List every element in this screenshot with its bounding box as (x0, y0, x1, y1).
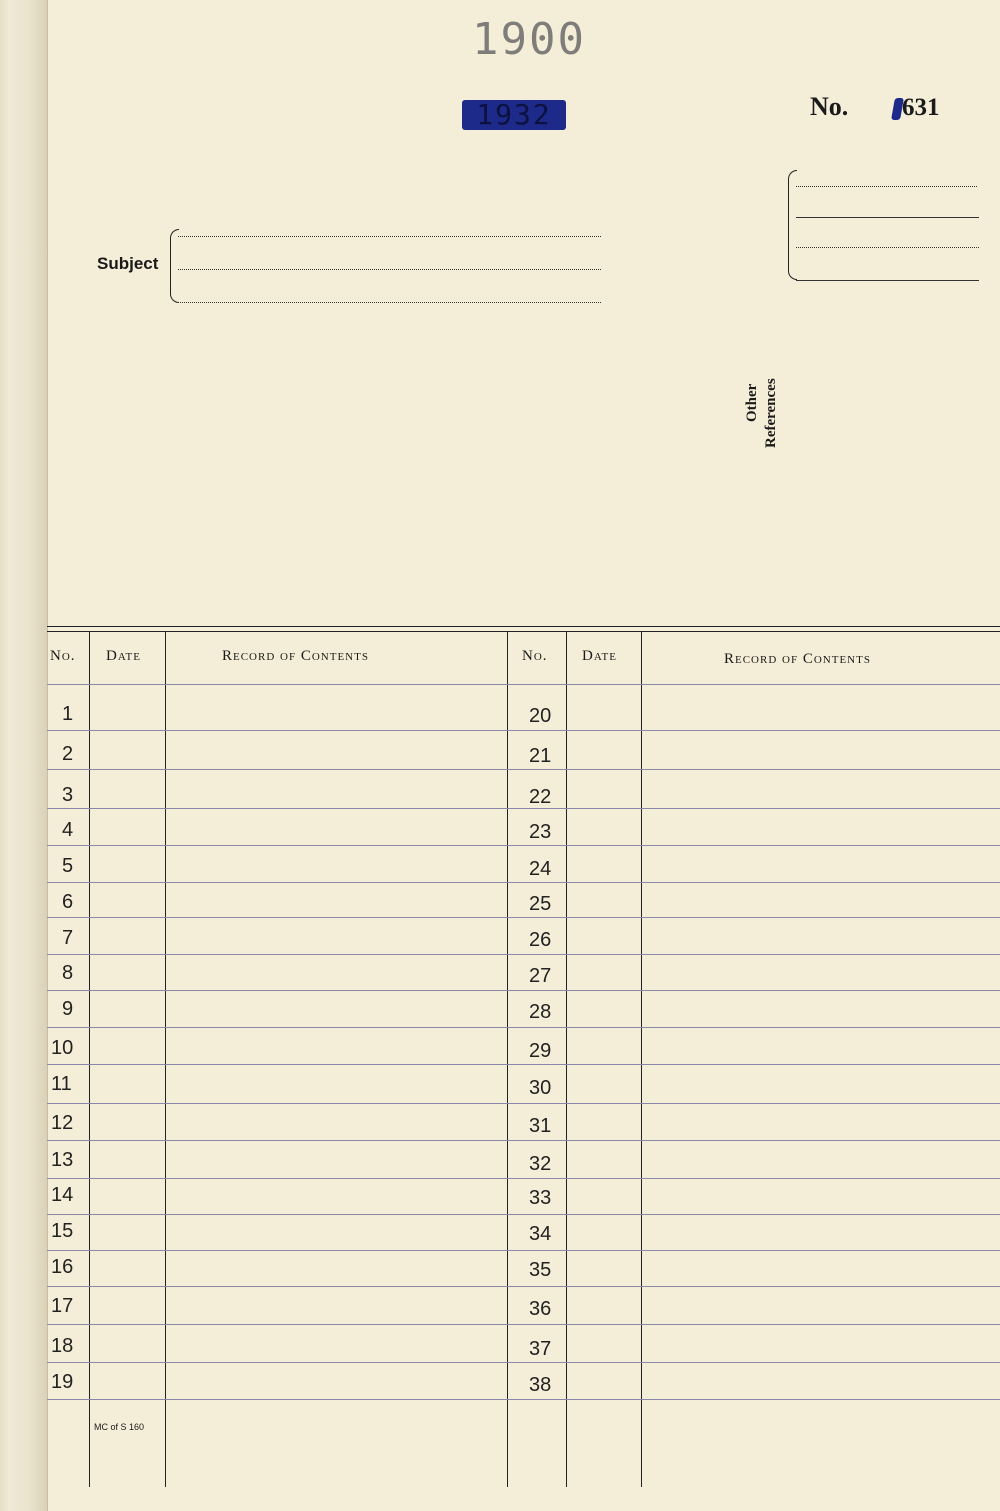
other-ref-line-3[interactable] (796, 247, 979, 248)
subject-label: Subject (97, 254, 159, 273)
row-number-right: 22 (529, 786, 552, 808)
table-top-rule-2 (47, 631, 1000, 632)
row-line (47, 882, 1000, 883)
row-number-left: 9 (62, 998, 74, 1020)
row-number-right: 32 (529, 1153, 552, 1175)
row-line (47, 1250, 1000, 1251)
divider-no-date-right (566, 632, 567, 1487)
row-number-left: 18 (51, 1335, 74, 1357)
row-number-left: 15 (51, 1220, 74, 1242)
row-line (47, 1362, 1000, 1363)
row-number-right: 25 (529, 893, 552, 915)
row-line (47, 845, 1000, 846)
subject-line-3[interactable] (178, 302, 601, 303)
row-number-right: 21 (529, 745, 552, 767)
row-number-left: 10 (51, 1037, 74, 1059)
other-ref-line-4[interactable] (796, 280, 979, 281)
row-number-left: 3 (62, 784, 74, 806)
divider-no-date-left (89, 632, 90, 1487)
row-number-right: 33 (529, 1187, 552, 1209)
row-number-right: 31 (529, 1115, 552, 1137)
divider-date-record-left (165, 632, 166, 1487)
row-number-right: 34 (529, 1223, 552, 1245)
row-number-left: 13 (51, 1149, 74, 1171)
header-date-right: Date (582, 648, 617, 664)
row-line (47, 1286, 1000, 1287)
other-ref-line-1[interactable] (796, 186, 977, 187)
row-number-right: 37 (529, 1338, 552, 1360)
header-no-left: No. (50, 648, 76, 664)
subject-line-2[interactable] (178, 269, 601, 270)
divider-center (507, 632, 508, 1487)
row-number-left: 6 (62, 891, 74, 913)
row-number-right: 36 (529, 1298, 552, 1320)
row-line (47, 730, 1000, 731)
row-line (47, 1027, 1000, 1028)
file-number-value: 631 (902, 94, 940, 121)
row-line (47, 954, 1000, 955)
row-line (47, 684, 1000, 685)
header-no-right: No. (522, 648, 548, 664)
row-line (47, 1103, 1000, 1104)
row-line (47, 917, 1000, 918)
row-number-left: 4 (62, 819, 74, 841)
row-number-left: 16 (51, 1256, 74, 1278)
row-line (47, 1140, 1000, 1141)
row-line (47, 1399, 1000, 1400)
row-number-left: 5 (62, 855, 74, 877)
other-references-line2: References (763, 378, 779, 448)
row-line (47, 769, 1000, 770)
header-record-left: Record of Contents (222, 648, 369, 664)
other-references-label (744, 176, 790, 448)
row-line (47, 1178, 1000, 1179)
row-number-right: 30 (529, 1077, 552, 1099)
row-number-left: 11 (51, 1073, 72, 1095)
row-number-right: 23 (529, 821, 552, 843)
row-number-left: 12 (51, 1112, 74, 1134)
header-date-left: Date (106, 648, 141, 664)
row-line (47, 990, 1000, 991)
other-references-line1: Other (744, 383, 760, 422)
file-number-label: No. (810, 92, 849, 121)
other-ref-line-2[interactable] (796, 217, 979, 218)
row-number-right: 20 (529, 705, 552, 727)
row-number-right: 26 (529, 929, 552, 951)
row-number-right: 24 (529, 858, 552, 880)
row-line (47, 1064, 1000, 1065)
row-number-left: 8 (62, 962, 74, 984)
row-number-right: 38 (529, 1374, 552, 1396)
row-number-left: 19 (51, 1371, 74, 1393)
row-number-right: 27 (529, 965, 552, 987)
row-number-right: 29 (529, 1040, 552, 1062)
header-record-right: Record of Contents (724, 651, 871, 667)
row-number-right: 28 (529, 1001, 552, 1023)
binding-spine (0, 0, 48, 1511)
row-number-left: 1 (62, 703, 74, 725)
subject-line-1[interactable] (178, 236, 601, 237)
row-line (47, 1324, 1000, 1325)
subject-brace (170, 229, 179, 303)
row-number-left: 17 (51, 1295, 74, 1317)
file-number (890, 94, 940, 122)
form-code: MC of S 160 (94, 1422, 145, 1432)
row-number-left: 2 (62, 743, 74, 765)
divider-date-record-right (641, 632, 642, 1487)
stamp-year: 1900 (472, 14, 586, 65)
table-top-rule (47, 626, 1000, 627)
row-line (47, 808, 1000, 809)
row-number-right: 35 (529, 1259, 552, 1281)
row-line (47, 1214, 1000, 1215)
row-number-left: 7 (62, 927, 74, 949)
row-number-left: 14 (51, 1184, 74, 1206)
stamp-year-overwritten: 1932 (462, 100, 566, 130)
